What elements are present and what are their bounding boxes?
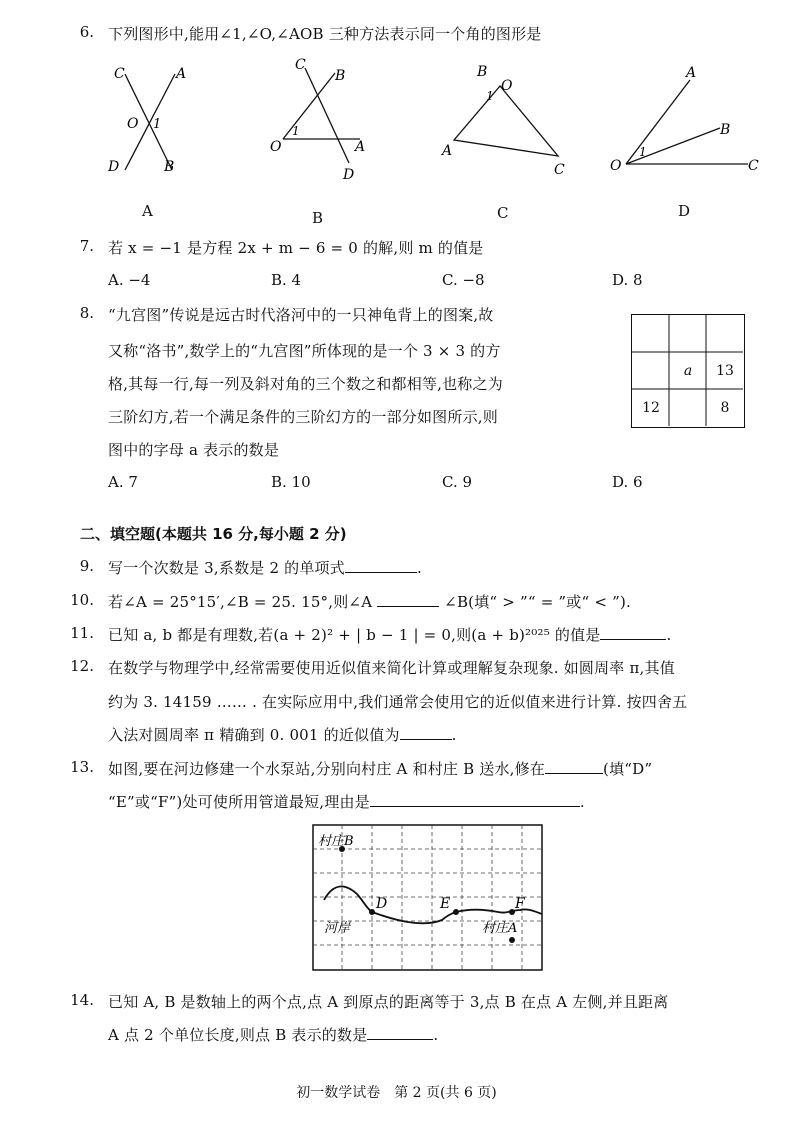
q8-line-1: “九宫图”传说是远古时代洛河中的一只神龟背上的图案,故 [108,306,494,324]
q13-label-e: E [440,896,451,912]
q10-number: 10. [70,591,94,609]
fig-d-label-c: C [748,158,759,174]
q13-text-2a: “E”或“F”)处可使所用管道最短,理由是 [108,793,370,811]
fig-d-label-b: B [720,122,731,138]
q12-answer-blank[interactable] [400,725,452,740]
q6-figure-a [100,60,200,180]
q10-text: 若∠A = 25°15′,∠B = 25. 15°,则∠A [108,593,373,611]
q8-line-4: 三阶幻方,若一个满足条件的三阶幻方的一部分如图所示,则 [108,408,498,426]
magic-cell: 8 [720,400,730,416]
q7-choice-d: D. 8 [612,271,643,289]
magic-cell [669,389,707,427]
q13-line-1 [108,758,652,779]
q14-line-2: A 点 2 个单位长度,则点 B 表示的数是 [108,1026,368,1044]
q8-number: 8. [79,304,94,322]
q8-choice-d: D. 6 [612,473,643,491]
fig-b-label-1: 1 [292,124,300,138]
q14-line-2-wrap [108,1024,438,1045]
fig-b-label-a: A [355,139,366,155]
fig-b-label-b: B [335,68,346,84]
q13-label-river: 河岸 [324,921,351,936]
q12-number: 12. [70,657,94,675]
q6-caption-b: B [312,209,324,227]
q14-end: . [433,1026,439,1044]
fig-a-label-a: A [176,66,187,82]
section-2-title: 二、填空题(本题共 16 分,每小题 2 分) [80,525,347,543]
q13-end: . [579,793,585,811]
q13-text-1a: 如图,要在河边修建一个水泵站,分别向村庄 A 和村庄 B 送水,修在 [108,760,546,778]
fig-a-label-d: D [108,159,120,175]
q11-end: . [666,626,672,644]
q13-line-2 [108,791,585,812]
q13-label-d: D [376,896,388,912]
q11-answer-blank[interactable] [600,625,666,640]
q8-choice-a: A. 7 [108,473,138,491]
q9-answer-blank[interactable] [345,558,417,573]
magic-cell: 12 [642,400,660,416]
q6-caption-c: C [497,204,509,222]
q6-figure-d [605,60,775,180]
q6-caption-a: A [142,202,153,220]
fig-c-label-b: B [477,64,488,80]
q11-number: 11. [70,624,94,642]
fig-a-label-o: O [127,116,139,132]
q9-number: 9. [79,557,94,575]
q14-number: 14. [70,991,94,1009]
q13-label-f: F [515,896,525,912]
magic-square [631,314,745,428]
q7-number: 7. [79,237,94,255]
q10-line [108,591,631,612]
q6-figure-b [265,55,375,185]
fig-c-label-a: A [442,143,453,159]
q12-end: . [451,726,457,744]
q6-number: 6. [79,23,94,41]
q14-line-1: 已知 A, B 是数轴上的两个点,点 A 到原点的距离等于 3,点 B 在点 A 左侧,并且距离 [108,993,669,1011]
q6-figure-c [430,58,580,183]
fig-a-label-b: B [164,159,175,175]
q8-line-2: 又称“洛书”,数学上的“九宫图”所体现的是一个 3 × 3 的方 [108,342,501,360]
q8-line-5: 图中的字母 a 表示的数是 [108,441,280,459]
fig-c-label-1: 1 [486,89,494,103]
fig-b-label-c: C [295,57,306,73]
q7-choice-b: B. 4 [271,271,302,289]
magic-cell [669,315,707,353]
q8-line-3: 格,其每一行,每一列及斜对角的三个数之和都相等,也称之为 [108,375,503,393]
q8-choice-c: C. 9 [442,473,473,491]
q10-text-2: ∠B(填“ > ”“ = ”或“ < ”). [444,593,631,611]
q9-line [108,557,422,578]
q7-text: 若 x = −1 是方程 2x + m − 6 = 0 的解,则 m 的值是 [108,239,484,257]
q12-line-1: 在数学与物理学中,经常需要使用近似值来简化计算或理解复杂现象. 如圆周率 π,其值 [108,659,675,677]
q12-line-3: 入法对圆周率 π 精确到 0. 001 的近似值为 [108,726,400,744]
fig-a-label-1: 1 [153,117,162,132]
fig-b-line-ob [283,73,335,139]
q13-point-d [369,909,375,915]
fig-a-label-c: C [114,66,125,82]
q7-choice-c: C. −8 [442,271,485,289]
q12-line-3-wrap [108,724,457,745]
q9-text: 写一个次数是 3,系数是 2 的单项式 [108,559,345,577]
fig-b-label-d: D [343,167,355,183]
q13-answer-blank-1[interactable] [545,759,603,774]
page-footer: 初一数学试卷 第 2 页(共 6 页) [296,1085,497,1101]
q11-text: 已知 a, b 都是有理数,若(a + 2)² + | b − 1 | = 0,则(a + b)²⁰²⁵ 的值是 [108,626,601,644]
q6-caption-d: D [678,202,691,220]
fig-c-label-c: C [554,162,565,178]
q6-text: 下列图形中,能用∠1,∠O,∠AOB 三种方法表示同一个角的图形是 [108,25,542,43]
q13-figure [312,824,544,972]
q14-answer-blank[interactable] [367,1025,433,1040]
magic-cell-a: a [683,363,693,379]
fig-b-label-o: O [270,139,282,155]
q13-label-village-b: 村庄B [318,834,354,849]
fig-d-label-a: A [686,65,697,81]
magic-cell [632,315,670,353]
fig-d-label-1: 1 [639,145,647,159]
q13-label-village-a: 村庄A [482,921,518,936]
q13-answer-blank-2[interactable] [370,792,580,807]
q11-line [108,624,671,645]
q13-number: 13. [70,758,94,776]
q9-end: . [416,559,422,577]
q13-point-a [509,937,515,943]
fig-c-label-o: O [501,78,513,94]
q13-point-e [453,909,459,915]
fig-d-label-o: O [610,158,622,174]
q13-text-1b: (填“D” [603,760,653,778]
fig-c-triangle [454,86,558,156]
magic-cell: 13 [716,363,734,379]
magic-cell [706,315,744,353]
q12-line-2: 约为 3. 14159 …… . 在实际应用中,我们通常会使用它的近似值来进行计算. 按四舍五 [108,693,688,711]
magic-cell [632,352,670,390]
q8-choice-b: B. 10 [271,473,311,491]
q7-choice-a: A. −4 [108,271,151,289]
q10-answer-blank[interactable] [377,592,439,607]
